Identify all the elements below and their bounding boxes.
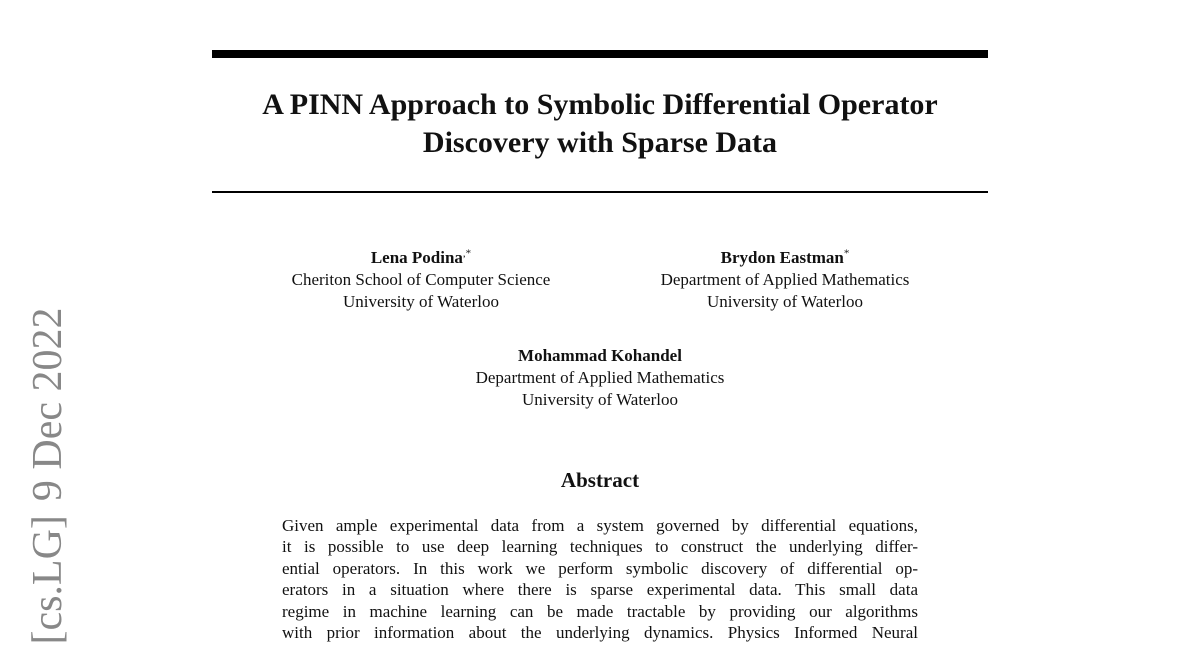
paper-title [212,86,988,162]
title-line-2: Discovery with Sparse Data [422,126,778,159]
abstract-body [282,515,918,643]
author-name: Lena Podina,* [370,247,472,267]
abstract-heading: Abstract [560,468,640,492]
author-name: Mohammad Kohandel [518,346,682,365]
author-footnote-mark: ,* [462,247,472,260]
author-block-kohandel [425,345,775,411]
author-affiliation: Department of Applied Mathematics [475,368,725,387]
arxiv-date: 9 Dec 2022 [25,307,71,502]
author-affiliation: Department of Applied Mathematics [660,270,910,289]
author-block-podina [256,247,586,313]
title-bottom-rule [212,191,988,193]
abstract-line: Given ample experimental data from a system governed by differential equations, [282,516,918,535]
author-footnote-mark: * [843,247,850,260]
abstract-line: erators in a situation where there is sparse experimental data. This small data [282,580,918,600]
author-institution: University of Waterloo [521,390,678,409]
arxiv-side-stamp [26,307,70,644]
arxiv-category: [cs.LG] [25,515,71,645]
author-institution: University of Waterloo [706,292,863,311]
author-affiliation: Cheriton School of Computer Science [291,270,551,289]
author-institution: University of Waterloo [342,292,499,311]
title-top-rule [212,50,988,58]
abstract-line: with prior information about the underlying dynamics. Physics Informed Neural [282,623,918,643]
abstract-line: regime in machine learning can be made tractable by providing our algorithms [282,601,918,621]
author-name: Brydon Eastman* [720,247,850,267]
abstract-line: it is possible to use deep learning techniques to construct the underlying differ- [282,537,918,557]
title-line-1: A PINN Approach to Symbolic Differential Operator [262,88,938,121]
author-block-eastman [620,247,950,313]
abstract-line: ential operators. In this work we perform symbolic discovery of differential op- [282,558,918,578]
